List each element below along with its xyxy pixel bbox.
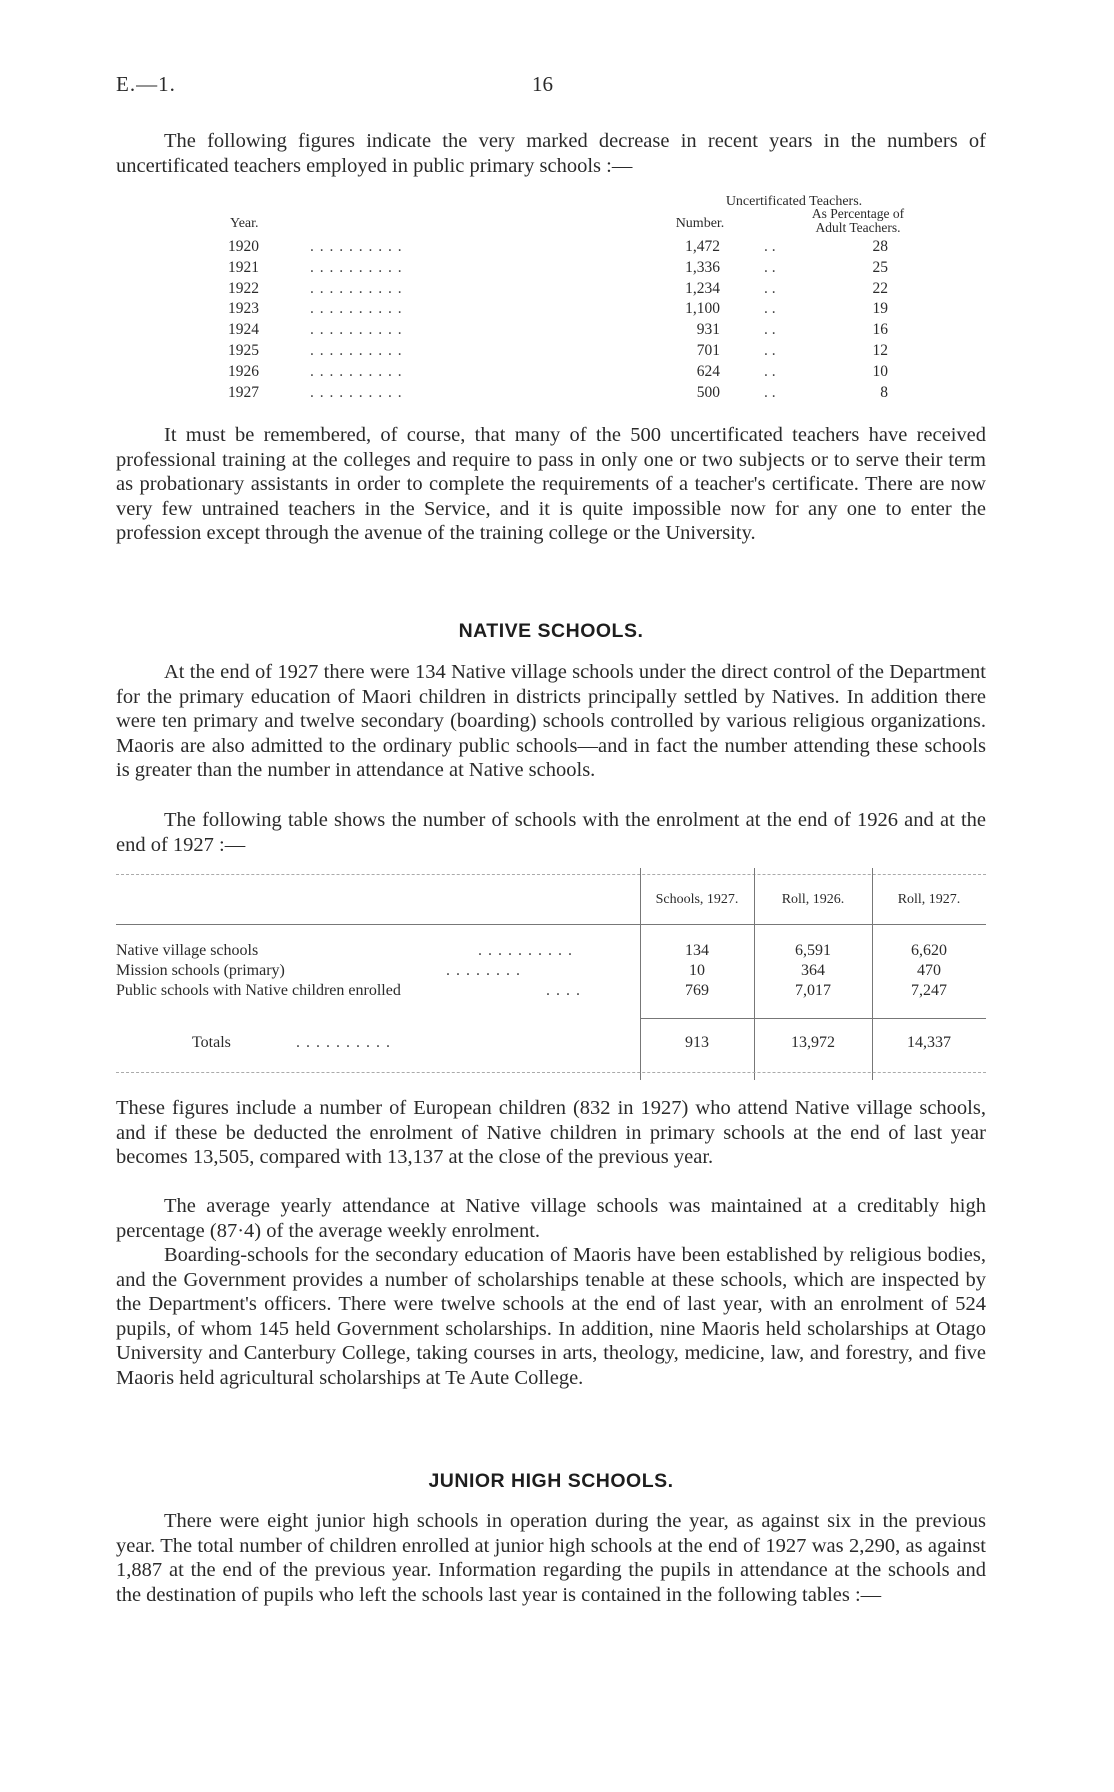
report-reference: E.—1.: [116, 72, 176, 96]
table1-row: [228, 238, 928, 259]
native-schools-paragraph: At the end of 1927 there were 134 Native village schools under the direct control of the Department for the primary education of Maori children in districts principally settled by Natives. In addition there were ten primary and twelve secondary (boarding) schools controlled by various religious organizations. Maoris are also admitted to the ordinary public schools—and in fact the number attending these schools is greater than the number in attendance at Native schools.: [116, 661, 986, 782]
native-schools-heading: NATIVE SCHOOLS.: [458, 620, 644, 642]
roll-1927-cell: 470: [917, 962, 941, 979]
table1-number-cell: 701: [696, 341, 720, 359]
totals-leader: . . . . . . . . . .: [296, 1034, 391, 1051]
table1-leader-dots: . .: [764, 238, 776, 255]
table2-top-rule: [116, 874, 986, 875]
table1-percentage-cell: 28: [872, 238, 888, 255]
table2-leader-dots: . . . . . . . .: [446, 962, 521, 979]
table2-total-rule: [640, 1018, 986, 1019]
roll-1926-cell: 6,591: [795, 942, 831, 959]
table1-percentage-header-line1: As Percentage of: [811, 206, 905, 221]
page-header: [116, 72, 984, 102]
table1-row: [228, 321, 928, 342]
totals-label: Totals: [192, 1034, 231, 1051]
table1-leader-dots: . . . . . . . . . .: [310, 238, 403, 255]
table2-leader-dots: . . . .: [546, 982, 581, 999]
table1-percentage-cell: 12: [872, 341, 888, 359]
table1-percentage-cell: 19: [872, 300, 888, 318]
table1-leader-dots: . .: [764, 341, 776, 359]
table1-year-cell: 1924: [228, 321, 259, 339]
table2-header-rule: [116, 924, 986, 925]
junior-high-schools-paragraph: There were eight junior high schools in operation during the year, as against six in the previous year. The total number of children enrolled at junior high schools at the end of 1927 was 2,290, as against 1,887 at the end of the previous year. Information regarding the pupils in attendance at the schools and the destination of pupils who left the schools last year is contained in the following tables :—: [116, 1510, 986, 1606]
table1-year-cell: 1926: [228, 362, 259, 380]
table1-number-cell: 1,100: [685, 300, 720, 318]
intro-paragraph: The following figures indicate the very marked decrease in recent years in the numbers of uncertificated teachers employed in public primary schools :—: [116, 130, 986, 177]
table1-year-cell: 1920: [228, 238, 259, 255]
totals-roll-1926: 13,972: [791, 1034, 835, 1051]
table1-leader-dots: . . . . . . . . . .: [310, 258, 403, 276]
certified-paragraph: It must be remembered, of course, that many of the 500 uncertificated teachers have received professional training at the colleges and require to pass in only one or two subjects or to serve their term as probationary assistants in order to complete the requirements of a teacher's certificate. There are now very few untrained teachers in the Service, and it is quite impossible now for any one to enter the profession except through the avenue of the training college or the University.: [116, 424, 986, 545]
table1-number-cell: 1,336: [685, 258, 720, 276]
table1-row: [228, 384, 928, 405]
page-number: 16: [532, 72, 553, 96]
table1-percentage-cell: 22: [872, 279, 888, 297]
native-schools-table: [116, 868, 986, 1080]
table1-leader-dots: . . . . . . . . . .: [310, 300, 403, 318]
table1-leader-dots: . .: [764, 321, 776, 339]
table1-row: [228, 259, 928, 280]
roll-1926-cell: 7,017: [795, 982, 831, 999]
schools-1927-cell: 10: [689, 962, 705, 979]
table2-totals-row: [116, 1034, 986, 1054]
roll-1927-header: Roll, 1927.: [897, 892, 961, 907]
table1-number-cell: 500: [696, 383, 720, 401]
roll-1927-cell: 7,247: [911, 982, 947, 999]
table1-row: [228, 280, 928, 301]
totals-roll-1927: 14,337: [907, 1034, 951, 1051]
table1-leader-dots: . . . . . . . . . .: [310, 321, 403, 339]
table1-percentage-cell: 8: [880, 383, 888, 401]
table1-number-cell: 1,472: [685, 238, 720, 255]
table2-leader-dots: . . . . . . . . . .: [478, 942, 573, 959]
table1-year-cell: 1925: [228, 341, 259, 359]
table1-percentage-cell: 16: [872, 321, 888, 339]
table2-row: [116, 962, 986, 982]
school-type-label: Native village schools: [116, 942, 259, 959]
european-children-paragraph: These figures include a number of European children (832 in 1927) who attend Native village schools, and if these be deducted the enrolment of Native children in primary schools at the end of last year becomes 13,505, compared with 13,137 at the close of the previous year.: [116, 1097, 986, 1169]
table1-year-header: Year.: [230, 216, 259, 231]
native-table-intro-paragraph: The following table shows the number of schools with the enrolment at the end of 1926 and at the end of 1927 :—: [116, 809, 986, 856]
table1-number-cell: 931: [696, 321, 720, 339]
table1-group-header: Uncertificated Teachers.: [725, 194, 863, 209]
table2-bottom-rule: [116, 1072, 986, 1073]
table1-year-cell: 1921: [228, 258, 259, 276]
table1-leader-dots: . .: [764, 362, 776, 380]
table1-row: [228, 342, 928, 363]
roll-1926-cell: 364: [801, 962, 825, 979]
table2-row: [116, 982, 986, 1002]
table1-percentage-header-line2: Adult Teachers.: [815, 220, 901, 235]
table1-percentage-cell: 25: [872, 258, 888, 276]
schools-1927-header: Schools, 1927.: [655, 892, 739, 907]
table1-leader-dots: . . . . . . . . . .: [310, 383, 403, 401]
table1-percentage-header: [788, 207, 928, 235]
table1-leader-dots: . .: [764, 279, 776, 297]
table1-leader-dots: . . . . . . . . . .: [310, 341, 403, 359]
table1-leader-dots: . .: [764, 300, 776, 318]
table2-row: [116, 942, 986, 962]
table1-number-cell: 624: [696, 362, 720, 380]
table1-row: [228, 363, 928, 384]
junior-high-schools-heading: JUNIOR HIGH SCHOOLS.: [428, 1470, 674, 1492]
table1-year-cell: 1923: [228, 300, 259, 318]
roll-1927-cell: 6,620: [911, 942, 947, 959]
table1-percentage-cell: 10: [872, 362, 888, 380]
table1-leader-dots: . .: [764, 383, 776, 401]
school-type-label: Mission schools (primary): [116, 962, 285, 979]
schools-1927-cell: 134: [685, 942, 709, 959]
table1-year-cell: 1927: [228, 383, 259, 401]
table1-leader-dots: . .: [764, 258, 776, 276]
table1-number-header: Number.: [675, 216, 725, 231]
table1-leader-dots: . . . . . . . . . .: [310, 279, 403, 297]
table1-body: [228, 238, 928, 404]
boarding-schools-paragraph: Boarding-schools for the secondary education of Maoris have been established by religious bodies, and the Government provides a number of scholarships tenable at these schools, which are inspected by the Department's officers. There were twelve schools at the end of last year, with an enrolment of 524 pupils, of whom 145 held Government scholarships. In addition, nine Maoris held scholarships at Otago University and Canterbury College, taking courses in arts, theology, medicine, law, and forestry, and five Maoris held agricultural scholarships at Te Aute College.: [116, 1244, 986, 1389]
table1-year-cell: 1922: [228, 279, 259, 297]
totals-schools: 913: [685, 1034, 709, 1051]
table1-leader-dots: . . . . . . . . . .: [310, 362, 403, 380]
attendance-paragraph: The average yearly attendance at Native village schools was maintained at a creditably high percentage (87·4) of the average weekly enrolment.: [116, 1195, 986, 1242]
school-type-label: Public schools with Native children enrolled: [116, 982, 401, 999]
roll-1926-header: Roll, 1926.: [781, 892, 845, 907]
table1-number-cell: 1,234: [685, 279, 720, 297]
table1-row: [228, 300, 928, 321]
schools-1927-cell: 769: [685, 982, 709, 999]
